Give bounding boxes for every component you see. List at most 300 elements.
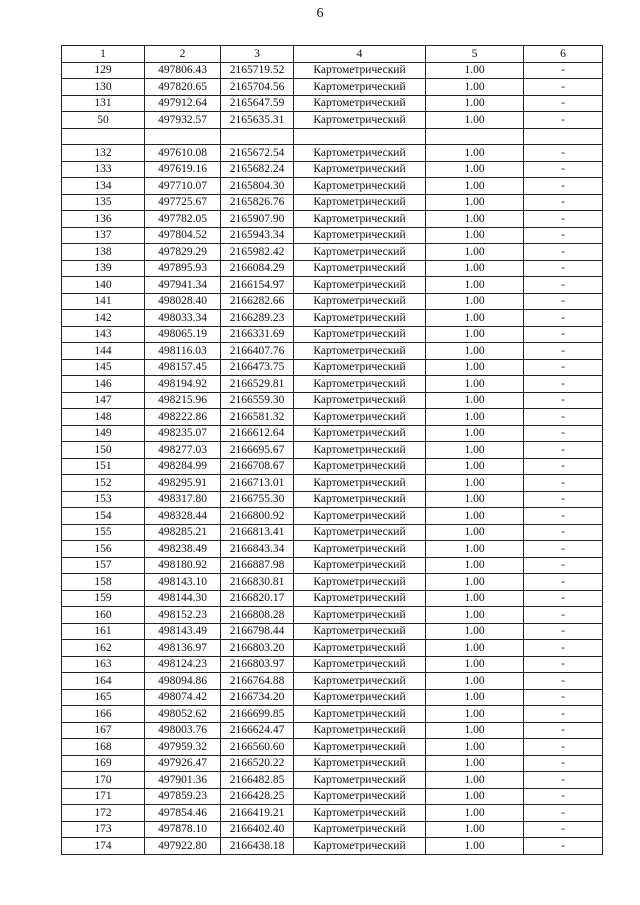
table-cell: 2166803.97 [221,656,294,673]
table-cell: 1.00 [426,491,524,508]
table-cell: Картометрический [294,475,426,492]
table-cell: - [524,392,603,409]
table-cell: Картометрический [294,755,426,772]
table-cell: Картометрический [294,689,426,706]
table-cell: 1.00 [426,640,524,657]
table-cell: 1.00 [426,524,524,541]
table-cell: Картометрический [294,392,426,409]
table-cell: 497782.05 [145,211,221,228]
table-cell: 1.00 [426,227,524,244]
table-cell: - [524,211,603,228]
table-cell [221,128,294,145]
table-cell: 1.00 [426,211,524,228]
table-cell: 1.00 [426,293,524,310]
table-row [62,376,603,393]
table-cell: - [524,772,603,789]
table-cell: 2166529.81 [221,376,294,393]
table-cell: 1.00 [426,772,524,789]
table-cell: 1.00 [426,260,524,277]
table-cell: 498052.62 [145,706,221,723]
table-row [62,178,603,195]
table-cell: 1.00 [426,425,524,442]
table-row [62,508,603,525]
table-cell: 2165907.90 [221,211,294,228]
table-cell: 1.00 [426,376,524,393]
table-cell: Картометрический [294,656,426,673]
table-cell: 1.00 [426,458,524,475]
table-row [62,656,603,673]
table-cell: - [524,640,603,657]
table-cell: - [524,260,603,277]
table-cell: - [524,574,603,591]
table-row [62,541,603,558]
table-cell: 498277.03 [145,442,221,459]
table-cell [145,128,221,145]
table-cell: - [524,541,603,558]
table-cell: 497941.34 [145,277,221,294]
table-cell: 498328.44 [145,508,221,525]
table-cell: - [524,178,603,195]
table-cell: Картометрический [294,277,426,294]
table-cell: - [524,376,603,393]
table-cell: - [524,409,603,426]
table-cell: - [524,722,603,739]
table-cell: - [524,161,603,178]
table-cell: 2166734.20 [221,689,294,706]
table-cell: - [524,508,603,525]
table-cell: 1.00 [426,821,524,838]
table-row [62,409,603,426]
table-cell: 150 [62,442,145,459]
table-cell: 497895.93 [145,260,221,277]
table-row [62,788,603,805]
table-cell: 1.00 [426,194,524,211]
table-cell: Картометрический [294,178,426,195]
column-header: 3 [221,46,294,63]
table-cell: - [524,277,603,294]
table-row [62,574,603,591]
table-cell: - [524,524,603,541]
table-cell: 129 [62,62,145,79]
table-cell: 2166813.41 [221,524,294,541]
table-cell: Картометрический [294,722,426,739]
table-cell: 2166624.47 [221,722,294,739]
table-row [62,524,603,541]
table-row [62,95,603,112]
table-cell: 173 [62,821,145,838]
table-row [62,112,603,129]
table-cell: 162 [62,640,145,657]
table-cell: 1.00 [426,706,524,723]
table-row [62,62,603,79]
table-body [62,62,603,854]
table-row [62,194,603,211]
column-header: 1 [62,46,145,63]
table-cell: - [524,656,603,673]
table-cell: Картометрический [294,739,426,756]
column-header: 5 [426,46,524,63]
table-cell: 1.00 [426,310,524,327]
table-cell: Картометрический [294,79,426,96]
table-cell: 498317.80 [145,491,221,508]
table-cell: 50 [62,112,145,129]
column-header: 6 [524,46,603,63]
table-cell: 498028.40 [145,293,221,310]
table-cell: 1.00 [426,755,524,772]
table-cell: Картометрический [294,557,426,574]
table-cell: 1.00 [426,409,524,426]
table-cell: - [524,112,603,129]
table-cell: 2165804.30 [221,178,294,195]
table-cell: 2165682.24 [221,161,294,178]
table-row [62,821,603,838]
table-cell: 2166402.40 [221,821,294,838]
table-row [62,838,603,855]
table-row [62,755,603,772]
table-cell: 132 [62,145,145,162]
table-cell: 140 [62,277,145,294]
table-cell: 2166798.44 [221,623,294,640]
table-cell: 159 [62,590,145,607]
table-cell: 1.00 [426,277,524,294]
table-cell: Картометрический [294,524,426,541]
table-cell: 2165647.59 [221,95,294,112]
table-cell: - [524,623,603,640]
table-row [62,227,603,244]
table-cell: Картометрический [294,458,426,475]
table-cell: Картометрический [294,62,426,79]
table-cell: - [524,755,603,772]
table-cell: 2166820.17 [221,590,294,607]
table-cell: - [524,293,603,310]
table-cell: 498143.49 [145,623,221,640]
table-cell: 498152.23 [145,607,221,624]
table-cell: - [524,310,603,327]
table-cell: Картометрический [294,359,426,376]
table-cell: 172 [62,805,145,822]
table-cell: - [524,95,603,112]
table-cell: Картометрический [294,244,426,261]
table-cell: 1.00 [426,359,524,376]
table-cell: Картометрический [294,772,426,789]
table-cell: Картометрический [294,409,426,426]
table-cell: 169 [62,755,145,772]
table-cell: 498144.30 [145,590,221,607]
table-cell: 1.00 [426,475,524,492]
table-cell: 498033.34 [145,310,221,327]
table-cell: 498285.21 [145,524,221,541]
table-cell: Картометрический [294,607,426,624]
table-row [62,673,603,690]
table-cell: Картометрический [294,310,426,327]
table-cell: 2166755.30 [221,491,294,508]
table-cell: 130 [62,79,145,96]
table-cell: - [524,739,603,756]
table-cell: - [524,343,603,360]
table-cell: 134 [62,178,145,195]
table-cell: - [524,557,603,574]
table-row [62,557,603,574]
table-cell: - [524,425,603,442]
column-header: 2 [145,46,221,63]
table-cell: 2166843.34 [221,541,294,558]
table-cell: - [524,821,603,838]
table-cell: 167 [62,722,145,739]
table-cell: - [524,79,603,96]
table-cell: 152 [62,475,145,492]
table-cell: 497619.16 [145,161,221,178]
table-cell: 168 [62,739,145,756]
table-cell: 1.00 [426,805,524,822]
table-cell: 163 [62,656,145,673]
table-cell: 157 [62,557,145,574]
table-cell: 174 [62,838,145,855]
table-cell: 498222.86 [145,409,221,426]
table-cell: 145 [62,359,145,376]
table-row [62,607,603,624]
table-cell: Картометрический [294,194,426,211]
table-cell: Картометрический [294,376,426,393]
page-number: 6 [316,6,324,21]
table-row [62,293,603,310]
table-cell: - [524,244,603,261]
table-cell: 1.00 [426,722,524,739]
table-cell: - [524,326,603,343]
table-cell: - [524,590,603,607]
table-row [62,442,603,459]
column-header: 4 [294,46,426,63]
table-cell: - [524,145,603,162]
table-row [62,343,603,360]
table-cell: Картометрический [294,788,426,805]
table-cell: 2166407.76 [221,343,294,360]
table-row [62,359,603,376]
table-cell: 158 [62,574,145,591]
table-cell: 146 [62,376,145,393]
table-cell: - [524,62,603,79]
table-cell: Картометрический [294,590,426,607]
table-cell: 1.00 [426,838,524,855]
table-cell: 498215.96 [145,392,221,409]
table-cell: 1.00 [426,178,524,195]
table-cell: 1.00 [426,656,524,673]
table-row [62,623,603,640]
table-cell: 498180.92 [145,557,221,574]
table-cell: 154 [62,508,145,525]
table-cell: - [524,491,603,508]
table-cell: 2166708.67 [221,458,294,475]
table-cell: 2165635.31 [221,112,294,129]
table-cell: 2166428.25 [221,788,294,805]
table-cell: 160 [62,607,145,624]
table-cell: 165 [62,689,145,706]
table-cell: 1.00 [426,392,524,409]
table-cell: 1.00 [426,689,524,706]
table-cell: 498003.76 [145,722,221,739]
table-cell: 170 [62,772,145,789]
table-cell: Картометрический [294,95,426,112]
table-cell: Картометрический [294,145,426,162]
table-cell: 1.00 [426,574,524,591]
table-cell: 137 [62,227,145,244]
table-cell: 1.00 [426,508,524,525]
table-cell: 498065.19 [145,326,221,343]
table-cell: 2166803.20 [221,640,294,657]
table-cell: - [524,689,603,706]
table-cell: 1.00 [426,607,524,624]
table-cell: 1.00 [426,161,524,178]
table-row [62,722,603,739]
table-cell: 498284.99 [145,458,221,475]
table-cell: 2165982.42 [221,244,294,261]
table-cell: - [524,788,603,805]
table-cell: 498094.86 [145,673,221,690]
table-row [62,425,603,442]
table-cell: Картометрический [294,673,426,690]
table-row [62,260,603,277]
table-cell: 2165826.76 [221,194,294,211]
table-cell: 2166438.18 [221,838,294,855]
table-cell [62,128,145,145]
table-cell: 2166289.23 [221,310,294,327]
table-cell: 1.00 [426,442,524,459]
table-cell: 2166713.01 [221,475,294,492]
table-row [62,739,603,756]
table-cell: - [524,805,603,822]
table-cell: 2165704.56 [221,79,294,96]
table-cell: 2166612.64 [221,425,294,442]
table-cell: 498124.23 [145,656,221,673]
table-row [62,590,603,607]
table-cell: - [524,706,603,723]
table-cell: - [524,475,603,492]
table-header-row [62,46,603,63]
table-row [62,772,603,789]
table-cell: 1.00 [426,145,524,162]
table-cell: Картометрический [294,574,426,591]
table-cell: 498157.45 [145,359,221,376]
table-cell: 2166559.30 [221,392,294,409]
table-cell: 498194.92 [145,376,221,393]
table-cell: 155 [62,524,145,541]
table-row [62,145,603,162]
coordinates-table [61,45,603,855]
table-row [62,689,603,706]
table-cell: 1.00 [426,788,524,805]
table-cell: 497710.07 [145,178,221,195]
table-cell: 2166695.67 [221,442,294,459]
table-cell: 498295.91 [145,475,221,492]
table-cell: 149 [62,425,145,442]
table-cell: 143 [62,326,145,343]
table-cell: 1.00 [426,623,524,640]
table-cell: 1.00 [426,557,524,574]
table-cell: 148 [62,409,145,426]
table-cell: 166 [62,706,145,723]
table-cell: 1.00 [426,590,524,607]
table-cell: 497820.65 [145,79,221,96]
table-row [62,277,603,294]
table-cell: 1.00 [426,326,524,343]
table-row [62,79,603,96]
table-cell: Картометрический [294,161,426,178]
table-cell: 498238.49 [145,541,221,558]
table-cell [426,128,524,145]
table-cell: 151 [62,458,145,475]
table-cell: 498235.07 [145,425,221,442]
table-cell: 2166331.69 [221,326,294,343]
table-cell: 498116.03 [145,343,221,360]
table-cell: 133 [62,161,145,178]
table-cell: 2166419.21 [221,805,294,822]
table-row [62,392,603,409]
table-cell: Картометрический [294,706,426,723]
table-cell: 2165719.52 [221,62,294,79]
table-cell: 497804.52 [145,227,221,244]
table-cell: 2166084.29 [221,260,294,277]
table-cell: 497912.64 [145,95,221,112]
table-cell: Картометрический [294,541,426,558]
table-cell: 1.00 [426,673,524,690]
table-row [62,706,603,723]
table-cell: 497725.67 [145,194,221,211]
table-cell: Картометрический [294,805,426,822]
table-cell: 497901.36 [145,772,221,789]
table-cell: 2166808.28 [221,607,294,624]
table-cell: 1.00 [426,343,524,360]
table-cell: 139 [62,260,145,277]
table-row [62,640,603,657]
table-cell: Картометрический [294,640,426,657]
table-cell: 135 [62,194,145,211]
table-spacer-row [62,128,603,145]
table-cell: 1.00 [426,95,524,112]
table-cell: 1.00 [426,62,524,79]
table-cell: Картометрический [294,623,426,640]
table-cell: 131 [62,95,145,112]
table-cell: 2166764.88 [221,673,294,690]
table-cell: 2166282.66 [221,293,294,310]
table-cell: Картометрический [294,326,426,343]
table-cell: 1.00 [426,112,524,129]
table-cell: 1.00 [426,541,524,558]
table-cell [524,128,603,145]
table-cell: - [524,607,603,624]
table-cell: 497932.57 [145,112,221,129]
table-cell: 2165943.34 [221,227,294,244]
table-cell: 497610.08 [145,145,221,162]
table-cell: Картометрический [294,821,426,838]
table-cell: 2166154.97 [221,277,294,294]
table-cell: 138 [62,244,145,261]
table-cell: 1.00 [426,244,524,261]
table-row [62,161,603,178]
table-cell: Картометрический [294,227,426,244]
table-cell: 2166482.85 [221,772,294,789]
table-cell: 498136.97 [145,640,221,657]
table-cell [294,128,426,145]
table-cell: 153 [62,491,145,508]
table-cell: 497922.80 [145,838,221,855]
table-cell: 2165672.54 [221,145,294,162]
table-row [62,458,603,475]
table-cell: 147 [62,392,145,409]
table-cell: 497878.10 [145,821,221,838]
table-cell: Картометрический [294,491,426,508]
table-cell: 136 [62,211,145,228]
table-cell: 497959.32 [145,739,221,756]
table-cell: 161 [62,623,145,640]
